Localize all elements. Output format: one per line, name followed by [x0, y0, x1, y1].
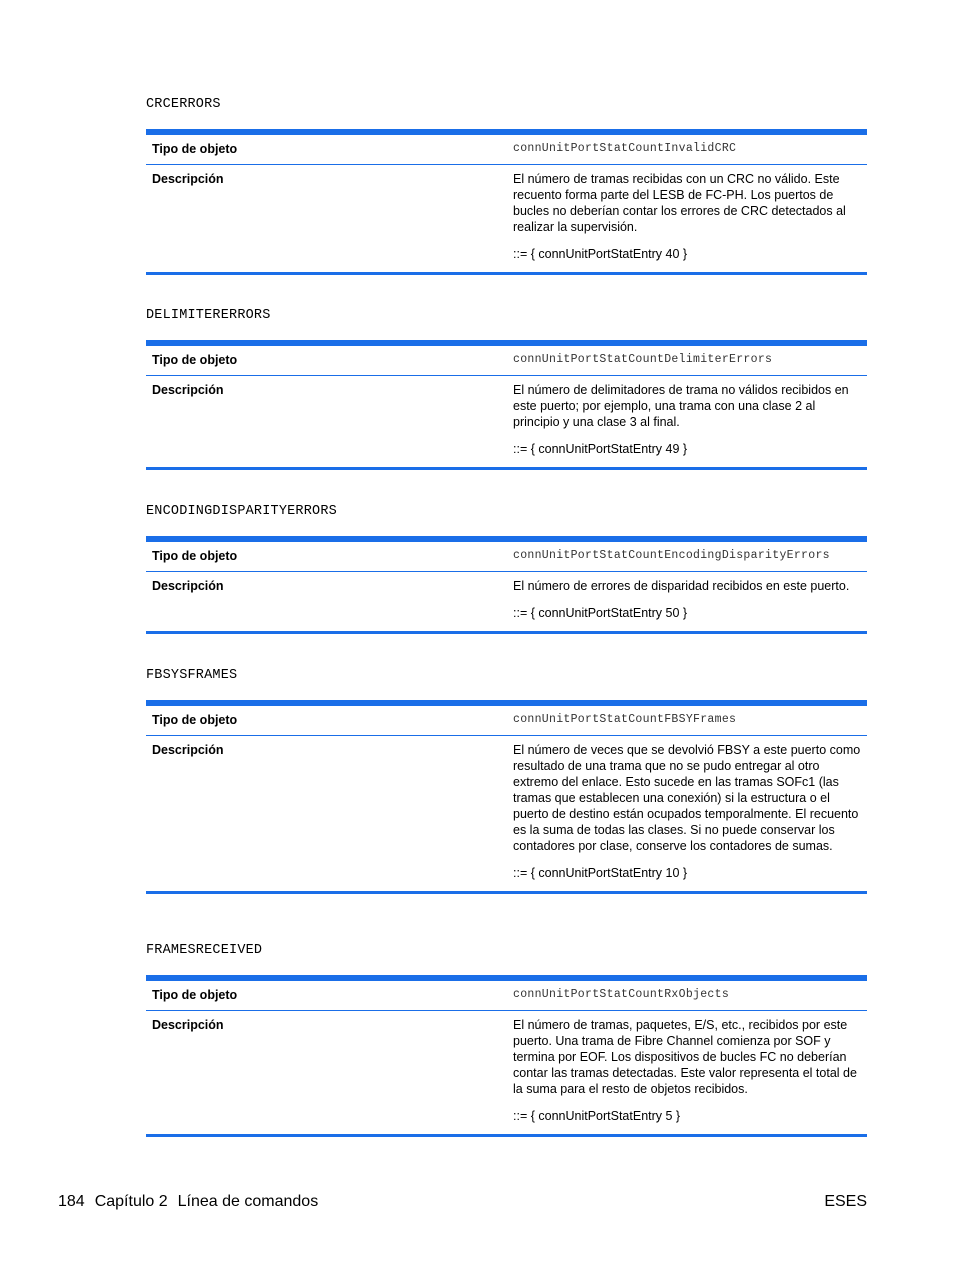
section-heading: ENCODINGDISPARITYERRORS — [146, 504, 337, 519]
type-value: connUnitPortStatCountRxObjects — [513, 988, 730, 1001]
description-text: El número de errores de disparidad recibidos en este puerto. — [513, 579, 850, 593]
section-heading: DELIMITERERRORS — [146, 308, 271, 323]
description-label: Descripción — [152, 1018, 224, 1032]
entry-reference: ::= { connUnitPortStatEntry 5 } — [513, 1109, 681, 1123]
type-row — [146, 981, 867, 1011]
description-row — [146, 1011, 867, 1134]
section-heading: FBSYSFRAMES — [146, 668, 238, 683]
type-row — [146, 135, 867, 165]
section-delimitererrors — [146, 308, 867, 470]
type-value: connUnitPortStatCountEncodingDisparityErrors — [513, 549, 830, 562]
type-label: Tipo de objeto — [152, 713, 238, 727]
object-table — [146, 536, 867, 634]
description-label: Descripción — [152, 172, 224, 186]
description-cell — [507, 1011, 867, 1134]
section-encodingdisparityerrors — [146, 504, 867, 634]
footer-locale: ESES — [824, 1193, 867, 1210]
type-value: connUnitPortStatCountFBSYFrames — [513, 713, 737, 726]
section-crcerrors — [146, 97, 867, 275]
type-label: Tipo de objeto — [152, 353, 238, 367]
description-text: El número de tramas recibidas con un CRC no válido. Este recuento forma parte del LESB de FC-PH. Los puertos de bucles no deberían contar los errores de CRC detectados al realizar la supervisión. — [513, 172, 846, 234]
object-table — [146, 700, 867, 894]
description-text: El número de veces que se devolvió FBSY a este puerto como resultado de una trama que no se pudo entregar al otro extremo del enlace. Esto sucede en las tramas SOFc1 (las tramas que establecen una conexión) si la estructura o el puerto de destino están ocupados temporalmente. El recuento es la suma de todas las clases. Si no puede conservar los contadores por clase, conserve los contadores de sumas. — [513, 743, 861, 853]
description-label: Descripción — [152, 383, 224, 397]
page-footer — [58, 1192, 328, 1211]
type-value: connUnitPortStatCountDelimiterErrors — [513, 353, 773, 366]
section-heading: CRCERRORS — [146, 97, 221, 112]
description-label: Descripción — [152, 579, 224, 593]
description-row — [146, 376, 867, 467]
object-table — [146, 975, 867, 1137]
description-cell — [507, 165, 867, 272]
type-label: Tipo de objeto — [152, 142, 238, 156]
description-row — [146, 572, 867, 631]
type-row — [146, 542, 867, 572]
object-table — [146, 340, 867, 470]
description-text: El número de tramas, paquetes, E/S, etc., recibidos por este puerto. Una trama de Fibre Channel comienza por SOF y termina por EOF. Los dispositivos de bucles FC no deberían contar las tramas detectadas. Este valor representa el total de la suma para el resto de objetos recibidos. — [513, 1018, 857, 1096]
entry-reference: ::= { connUnitPortStatEntry 49 } — [513, 442, 688, 456]
description-row — [146, 165, 867, 272]
entry-reference: ::= { connUnitPortStatEntry 10 } — [513, 866, 688, 880]
description-cell — [507, 572, 867, 631]
description-text: El número de delimitadores de trama no válidos recibidos en este puerto; por ejemplo, una trama con una clase 2 al principio y una clase 3 al final. — [513, 383, 849, 429]
chapter-title: Línea de comandos — [177, 1193, 319, 1210]
description-label: Descripción — [152, 743, 224, 757]
section-heading: FRAMESRECEIVED — [146, 943, 263, 958]
type-row — [146, 346, 867, 376]
description-cell — [507, 376, 867, 467]
type-label: Tipo de objeto — [152, 988, 238, 1002]
type-value: connUnitPortStatCountInvalidCRC — [513, 142, 737, 155]
section-framesreceived — [146, 943, 867, 1137]
page-number: 184 — [58, 1193, 85, 1210]
entry-reference: ::= { connUnitPortStatEntry 50 } — [513, 606, 688, 620]
description-cell — [507, 736, 867, 891]
type-row — [146, 706, 867, 736]
entry-reference: ::= { connUnitPortStatEntry 40 } — [513, 247, 688, 261]
description-row — [146, 736, 867, 891]
section-fbsysframes — [146, 668, 867, 894]
type-label: Tipo de objeto — [152, 549, 238, 563]
chapter-label: Capítulo 2 — [94, 1193, 168, 1210]
object-table — [146, 129, 867, 275]
